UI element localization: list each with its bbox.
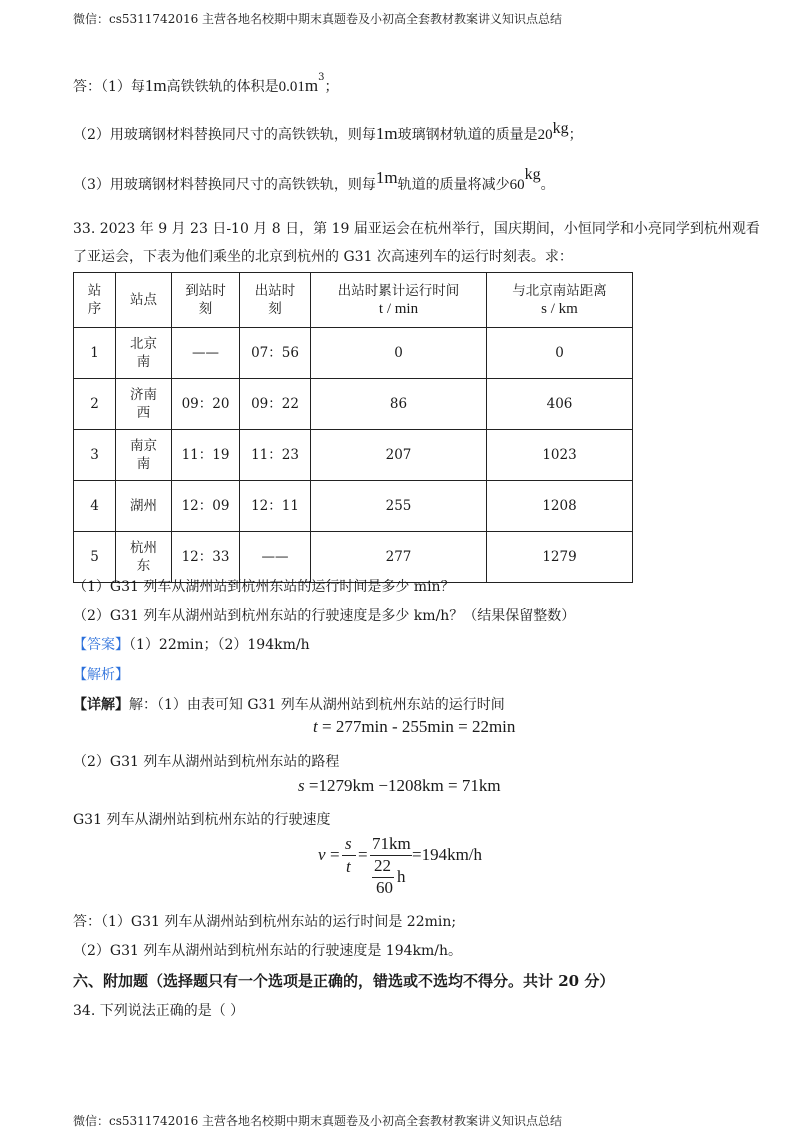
prev-answer-line-1: 答：（1）每1m高铁铁轨的体积是$0.01m^3$； bbox=[73, 72, 339, 95]
q33-line-1: 33. 2023 年 9 月 23 日-10 月 8 日，第 19 届亚运会在杭州举行，国庆期间，小恒同学和小亮同学到杭州观看 bbox=[73, 221, 760, 237]
detail-line-3: G31 列车从湖州站到杭州东站的行驶速度 bbox=[73, 812, 331, 828]
table-header-row bbox=[74, 273, 633, 328]
header-cell: 出站时 刻 bbox=[240, 273, 311, 328]
detail-line-1: 【详解】解：（1）由表可知 G31 列车从湖州站到杭州东站的运行时间 bbox=[73, 697, 505, 713]
section-6-title: 六、附加题（选择题只有一个选项是正确的，错选或不选均不得分。共计 20 分） bbox=[73, 972, 615, 990]
table-row: 4 湖州 12：09 12：11 255 1208 bbox=[74, 481, 633, 532]
timetable bbox=[73, 272, 633, 583]
answer-tag: 【答案】 bbox=[73, 637, 129, 653]
prev-answer-line-2: （2）用玻璃钢材料替换同尺寸的高铁铁轨，则每1m玻璃钢材轨道的质量是20kg； bbox=[73, 120, 583, 143]
page-header: 微信：cs5311742016 主营各地名校期中期末真题卷及小初高全套教材教案讲义知识点总结 bbox=[73, 12, 563, 26]
prev-answer-line-3: （3）用玻璃钢材料替换同尺寸的高铁铁轨，则每1m轨道的质量将减少60kg。 bbox=[73, 166, 555, 193]
detail-tag: 【详解】 bbox=[73, 697, 129, 713]
header-cell: 站点 bbox=[116, 273, 172, 328]
equation-time: t = 277min - 255min = 22min bbox=[313, 717, 516, 736]
answer-line: 【答案】（1）22min；（2）194km/h bbox=[73, 637, 310, 653]
table-row: 1 北京 南 —— 07：56 0 0 bbox=[74, 328, 633, 379]
analysis-tag: 【解析】 bbox=[73, 667, 129, 683]
table-row: 3 南京 南 11：19 11：23 207 1023 bbox=[74, 430, 633, 481]
equation-distance: s =1279km −1208km = 71km bbox=[298, 776, 501, 795]
q33-sub-1: （1）G31 列车从湖州站到杭州东站的运行时间是多少 min？ bbox=[73, 579, 455, 595]
table-row: 5 杭州 东 12：33 —— 277 1279 bbox=[74, 532, 633, 583]
q34-stem: 34. 下列说法正确的是（ ） bbox=[73, 1003, 245, 1019]
header-cell: 出站时累计运行时间 t / min bbox=[311, 273, 487, 328]
header-cell: 到站时 刻 bbox=[172, 273, 240, 328]
q33-sub-2: （2）G31 列车从湖州站到杭州东站的行驶速度是多少 km/h？（结果保留整数） bbox=[73, 608, 576, 624]
page-footer: 微信：cs5311742016 主营各地名校期中期末真题卷及小初高全套教材教案讲义知识点总结 bbox=[73, 1114, 563, 1128]
q33-line-2: 了亚运会，下表为他们乘坐的北京到杭州的 G31 次高速列车的运行时刻表。求： bbox=[73, 249, 573, 265]
final-answer-2: （2）G31 列车从湖州站到杭州东站的行驶速度是 194km/h。 bbox=[73, 943, 463, 959]
header-cell: 与北京南站距离 s / km bbox=[487, 273, 633, 328]
header-cell: 站 序 bbox=[74, 273, 116, 328]
table-row: 2 济南 西 09：20 09：22 86 406 bbox=[74, 379, 633, 430]
detail-line-2: （2）G31 列车从湖州站到杭州东站的路程 bbox=[73, 754, 340, 770]
final-answer-1: 答：（1）G31 列车从湖州站到杭州东站的运行时间是 22min; bbox=[73, 914, 457, 930]
